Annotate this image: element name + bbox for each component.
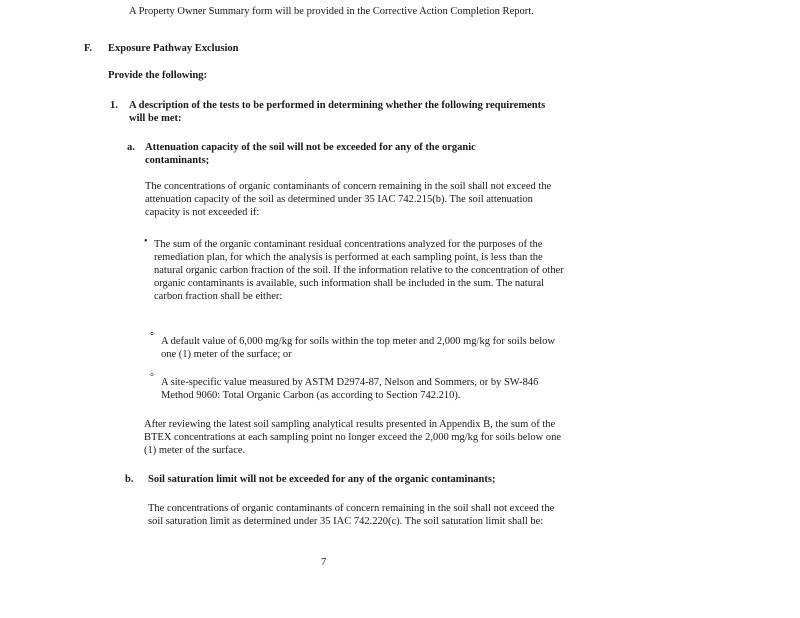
sub-b-title: Soil saturation limit will not be exceeded for any of the organic contaminants; [148,474,496,485]
saturation-paragraph: The concentrations of organic contaminants of concern remaining in the soil shall not exceed the soil saturation limit as determined under 35 IAC 742.220(c). The soil saturation limit shall be: [148,503,555,527]
sub-bullet-1: A default value of 6,000 mg/kg for soils within the top meter and 2,000 mg/kg for soils below one (1) meter of the surface; or [161,336,555,360]
attenuation-paragraph: The concentrations of organic contaminants of concern remaining in the soil shall not exceed the attenuation capacity of the soil as determined under 35 IAC 742.215(b). The soil attenuation capacity is not exceeded if: [145,181,552,218]
section-f-letter: F. [84,43,93,54]
after-reviewing-paragraph: After reviewing the latest soil sampling analytical results presented in Appendix B, the sum of the BTEX concentrations at each sampling point no longer exceed the 2,000 mg/kg for soils below one (1) meter of the surface. [144,419,561,456]
item-1-number: 1. [110,100,118,111]
section-f-title: Exposure Pathway Exclusion [108,43,239,54]
sub-a-title: Attenuation capacity of the soil will not be exceeded for any of the organic contaminants; [145,142,476,166]
provide-following: Provide the following: [108,70,207,81]
sub-bullet-1-marker: ° [150,331,154,342]
page-number: 7 [321,557,327,568]
sub-bullet-2: A site-specific value measured by ASTM D2974-87, Nelson and Sommers, or by SW-846 Method 9060: Total Organic Carbon (as according to Section 742.210). [161,377,539,401]
sub-bullet-2-marker: ° [150,372,154,383]
bullet-paragraph: The sum of the organic contaminant residual concentrations analyzed for the purposes of the remediation plan, for which the analysis is performed at each sampling point, is less than the natural organic carbon fraction of the soil. If the information relative to the concentration of other organic contaminants is available, such information shall be included in the sum. The natural carbon fraction shall be either: [154,239,564,302]
bullet-dot: • [144,236,148,247]
top-paragraph: A Property Owner Summary form will be provided in the Corrective Action Completion Report. [129,6,534,17]
item-1-text: A description of the tests to be performed in determining whether the following requirements will be met: [129,100,546,124]
sub-a-letter: a. [127,142,135,153]
sub-b-letter: b. [125,474,134,485]
